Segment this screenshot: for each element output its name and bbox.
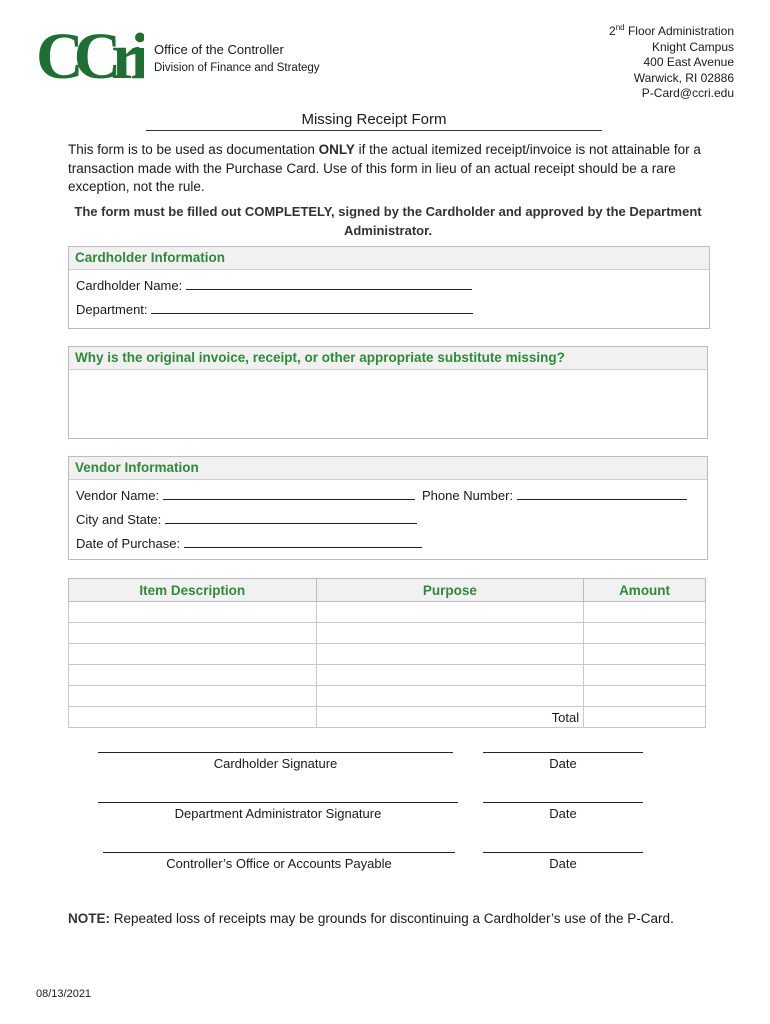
address-city: Warwick, RI 02886 [633,70,734,85]
controller-signature-label: Controller’s Office or Accounts Payable [166,856,392,871]
vendor-section [68,456,708,560]
cardholder-signature-line[interactable] [98,752,453,753]
city-state-field[interactable] [165,511,417,524]
controller-date-label: Date [549,856,577,871]
vendor-name-row: Vendor Name: [76,487,415,504]
address-campus: Knight Campus [651,39,734,54]
purpose-cell[interactable] [316,623,584,644]
cardholder-signature-label: Cardholder Signature [213,756,338,771]
note-label: NOTE: [68,911,110,926]
table-row [69,686,706,707]
table-row [69,623,706,644]
blank-cell [69,707,317,728]
controller-date-line[interactable] [483,852,643,853]
amount-cell[interactable] [584,602,706,623]
total-label: Total [316,707,584,728]
cardholder-name-field[interactable] [186,277,472,290]
item-cell[interactable] [69,686,317,707]
purpose-cell[interactable] [316,686,584,707]
address-street: 400 East Avenue [643,55,734,69]
table-row [69,665,706,686]
table-row [69,602,706,623]
completion-instruction: The form must be filled out COMPLETELY, signed by the Cardholder and approved by the Department Administrator. [74,204,702,238]
footer-date: 08/13/2021 [36,988,92,1000]
item-cell[interactable] [69,623,317,644]
address-email[interactable]: P-Card@ccri.edu [641,86,734,100]
items-table [68,578,706,728]
cardholder-date-label: Date [549,756,577,771]
cardholder-date-line[interactable] [483,752,643,753]
items-header-row [69,579,706,602]
total-amount-cell[interactable] [584,707,706,728]
item-description-header: Item Description [69,579,317,602]
dept-admin-date-line[interactable] [483,802,643,803]
purchase-date-row: Date of Purchase: [76,535,422,552]
amount-cell[interactable] [584,665,706,686]
department-field[interactable] [151,301,473,314]
item-cell[interactable] [69,644,317,665]
purpose-cell[interactable] [316,665,584,686]
purpose-cell[interactable] [316,644,584,665]
missing-reason-section [68,346,708,439]
vendor-name-field[interactable] [163,487,415,500]
logo-text: CCri [36,20,139,90]
item-cell[interactable] [69,602,317,623]
note-paragraph: NOTE: Repeated loss of receipts may be grounds for discontinuing a Cardholder’s use of the P-Card. [68,911,674,926]
cardholder-name-row: Cardholder Name: [76,277,472,294]
dept-admin-signature-label: Department Administrator Signature [174,806,382,821]
department-row: Department: [76,301,473,318]
office-block [154,40,320,78]
amount-cell[interactable] [584,623,706,644]
intro-paragraph: This form is to be used as documentation ONLY if the actual itemized receipt/invoice is not attainable for a transaction made with the Purchase Card. Use of this form in lieu of an actual receipt should be a rare exception, not the rule. [68,142,701,194]
amount-cell[interactable] [584,686,706,707]
cardholder-section [68,246,710,329]
missing-reason-heading: Why is the original invoice, receipt, or other appropriate substitute missing? [69,347,707,370]
phone-number-field[interactable] [517,487,687,500]
address-block [609,20,734,102]
missing-reason-field[interactable] [69,370,707,438]
amount-cell[interactable] [584,644,706,665]
controller-signature-line[interactable] [103,852,455,853]
purpose-cell[interactable] [316,602,584,623]
table-row [69,644,706,665]
total-row [69,707,706,728]
purpose-header: Purpose [316,579,584,602]
address-floor: 2nd Floor Administration [609,23,734,38]
dept-admin-date-label: Date [549,806,577,821]
division-name: Division of Finance and Strategy [154,62,320,74]
office-name: Office of the Controller [154,42,284,57]
vendor-heading: Vendor Information [69,457,707,480]
item-cell[interactable] [69,665,317,686]
phone-row: Phone Number: [422,487,687,504]
cardholder-heading: Cardholder Information [69,247,709,270]
form-title: Missing Receipt Form [146,111,602,131]
city-state-row: City and State: [76,511,417,528]
purchase-date-field[interactable] [184,535,422,548]
amount-header: Amount [584,579,706,602]
dept-admin-signature-line[interactable] [98,802,458,803]
ccri-logo [36,20,144,90]
